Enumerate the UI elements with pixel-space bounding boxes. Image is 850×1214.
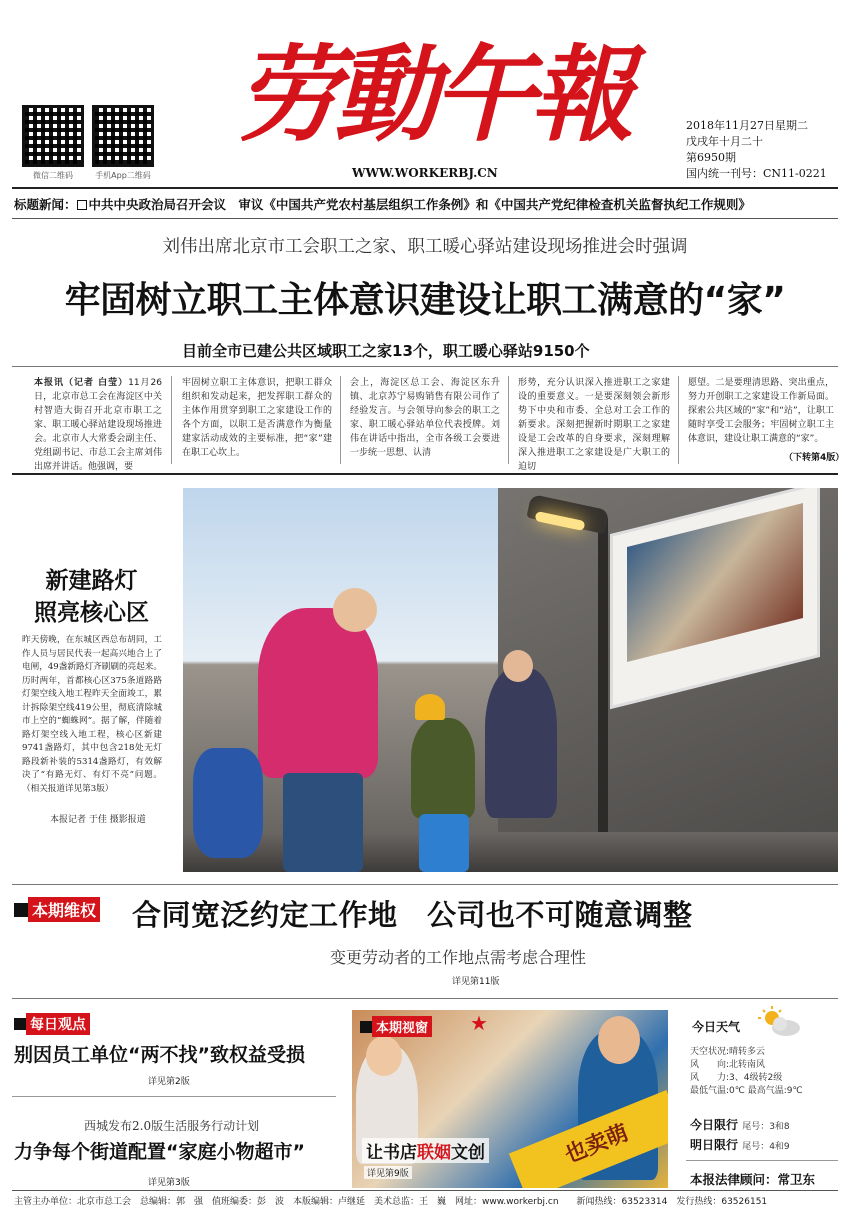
photo-person-child: [411, 718, 475, 818]
sun-cloud-icon: [758, 1006, 802, 1038]
limit-today: [690, 1116, 790, 1133]
photo-lamp-pole: [598, 518, 608, 858]
photo-child-legs: [419, 814, 469, 872]
lamp-title-line-1: 新建路灯: [45, 568, 138, 594]
pub-issue: 第6950期: [686, 151, 736, 164]
weather-sky: 天空状况:晴转多云: [690, 1047, 766, 1057]
photo-person-face: [333, 588, 377, 632]
lead-column-1: [34, 376, 162, 474]
qr-app[interactable]: [92, 105, 154, 181]
lamp-photo[interactable]: [183, 488, 838, 872]
star-icon: ★: [470, 1011, 488, 1035]
visual-headline-post: 文创: [451, 1143, 485, 1163]
photo-ground: [183, 832, 838, 872]
lead-kicker: 刘伟出席北京市工会职工之家、职工暖心驿站建设现场推进会时强调: [162, 237, 688, 257]
pub-date: 2018年11月27日星期二: [686, 119, 808, 132]
section-rule: [12, 884, 838, 885]
photo-elder-face: [503, 650, 533, 682]
legal-advisor: 本报法律顾问：常卫东: [690, 1172, 816, 1187]
lamp-body: 昨天傍晚，在东城区西总布胡同，工作人员与居民代表一起高兴地合上了电闸，49盏新路灯齐刷刷的亮起来。历时两年，首都核心区375条道路路灯架空线入地工程昨天全面竣工，累计拆除架空线419公里，彻底清除城市上空的“蜘蛛网”。据了解，伴随着路灯架空线入地工程，核心区新建9741盏路灯，其中包含218处无灯路段新补装的5314盏路灯，有效解决了“有路无灯、有灯不亮”问题。（相关报道详见第3版）: [22, 635, 162, 794]
limit-tomorrow: [690, 1136, 790, 1153]
headline-news-item-2[interactable]: 审议《中国共产党农村基层组织工作条例》和《中国共产党纪律检查机关监督执纪工作规则》: [238, 197, 751, 212]
section-rule: [12, 998, 838, 999]
lead-column-4: 形势，充分认识深入推进职工之家建设的重要意义。一是要深刻领会新形势下中央和市委、全总对工会工作的新要求。深刻把握新时期职工之家建设是工会改革的自身要求，深刻理解深入推进职工之家建设是广大职工的迫切: [518, 378, 670, 472]
pub-lunar: 戊戌年十月二十: [686, 135, 763, 148]
square-bullet-icon: [360, 1021, 372, 1033]
visual-tag-label: 本期视窗: [372, 1016, 432, 1037]
photo-clerk-face: [598, 1016, 640, 1064]
headline-news-item-1[interactable]: 中共中央政治局召开会议: [88, 197, 227, 212]
lead-column-3: 会上，海淀区总工会、海淀区东升镇、北京苏宁易购销售有限公司作了经验发言。与会领导向参会的职工之家、职工暖心驿站单位代表授牌。刘伟在讲话中指出，全市各级工会要进一步统一思想、认清: [350, 378, 500, 458]
checkbox-square-icon: [77, 200, 87, 210]
qr-wechat-label: 微信二维码: [33, 171, 73, 180]
daily-tag: [14, 1013, 90, 1035]
lead-column-1-text: 11月26日，北京市总工会在海淀区中关村智造大街召开北京市职工之家、职工暖心驿站建设现场推进会。北京市人大常委会副主任、党组副书记、市总工会主席刘伟出席并讲话。他强调，要: [34, 378, 163, 472]
footer-rule: [12, 1190, 838, 1191]
photo-person-woman: [258, 608, 378, 778]
continued-note[interactable]: （下转第4版）: [784, 453, 845, 463]
qr-app-label: 手机App二维码: [95, 171, 151, 180]
column-divider: [678, 376, 679, 464]
lead-headline[interactable]: 牢固树立职工主体意识建设让职工满意的“家”: [64, 280, 786, 321]
section-rule: [686, 1160, 838, 1161]
lead-column-2: 牢固树立职工主体意识，把职工群众组织和发动起来，把发挥职工群众的主体作用贯穿到职工之家建设工作的各个方面，以职工是否满意作为衡量建家活动成效的主要标准，把“家”建在职工心坎上。: [182, 378, 332, 458]
photo-child-cap: [415, 694, 445, 720]
limit-tomorrow-label: 明日限行: [690, 1138, 739, 1152]
lead-byline: 本报讯（记者 白莹）: [34, 378, 129, 388]
daily-headline[interactable]: 别因员工单位“两不找”致权益受损: [14, 1044, 305, 1066]
flash-rule: [12, 218, 838, 219]
rights-headline[interactable]: 合同宽泛约定工作地 公司也不可随意调整: [132, 898, 693, 932]
visual-headline-pre: 让书店: [366, 1143, 417, 1163]
column-divider: [340, 376, 341, 464]
limit-today-value: 尾号：3和8: [742, 1122, 790, 1132]
square-bullet-icon: [14, 1018, 26, 1030]
xicheng-headline[interactable]: 力争每个街道配置“家庭小物超市”: [14, 1141, 305, 1163]
rights-tag-label: 本期维权: [28, 897, 100, 922]
lamp-title-line-2: 照亮核心区: [34, 600, 149, 626]
visual-headline[interactable]: [362, 1138, 489, 1163]
headline-news-bar: [14, 195, 751, 213]
xicheng-see-page[interactable]: 详见第3版: [148, 1178, 190, 1188]
lamp-title[interactable]: [14, 565, 169, 629]
masthead-rule: [12, 187, 838, 189]
section-rule: [12, 1096, 336, 1097]
rights-tag: [14, 897, 100, 922]
square-bullet-icon: [14, 903, 28, 917]
limit-tomorrow-value: 尾号：4和9: [742, 1142, 790, 1152]
qr-code-icon: [22, 105, 84, 167]
visual-see-page[interactable]: 详见第9版: [364, 1166, 412, 1179]
column-divider: [508, 376, 509, 464]
photo-person-legs: [283, 773, 363, 872]
column-divider: [171, 376, 172, 464]
weather-details: [690, 1046, 803, 1098]
lead-subhead: 目前全市已建公共区域职工之家13个，职工暖心驿站9150个: [182, 342, 590, 360]
photo-person-elder: [485, 668, 557, 818]
weather-title: 今日天气: [692, 1020, 741, 1034]
pub-cn: 国内统一刊号：CN11-0221: [686, 167, 827, 180]
photo-sign: 也卖萌: [509, 1090, 668, 1188]
limit-today-label: 今日限行: [690, 1118, 739, 1132]
visual-headline-red: 联姻: [417, 1143, 451, 1163]
visual-tag: [360, 1016, 432, 1037]
weather-temperature: 最低气温:0℃ 最高气温:9℃: [690, 1086, 803, 1096]
rights-see-page[interactable]: 详见第11版: [452, 977, 500, 987]
visual-photo[interactable]: [352, 1010, 668, 1188]
rights-subhead: 变更劳动者的工作地点需考虑合理性: [330, 948, 587, 967]
publication-info: [686, 118, 827, 182]
photo-girl-face: [366, 1036, 402, 1076]
footer-info: 主管主办单位：北京市总工会 总编辑：郭 强 值班编委：彭 波 本版编辑：卢继延 美术总监：王 巍 网址：www.workerbj.cn 新闻热线：63523314 发行热线：63526151: [14, 1197, 768, 1207]
lead-column-5: 愿望。二是要理清思路、突出重点，努力开创职工之家建设工作新局面。探索公共区域的“家”和“站”，让职工随时享受工会服务；牢固树立职工主体意识，建设让职工满意的“家”。: [688, 378, 834, 444]
headline-news-label: 标题新闻：: [14, 197, 77, 212]
xicheng-kicker: 西城发布2.0版生活服务行动计划: [84, 1119, 260, 1133]
qr-code-icon: [92, 105, 154, 167]
daily-see-page[interactable]: 详见第2版: [148, 1077, 190, 1087]
masthead-logo: 劳動午報: [236, 33, 629, 156]
section-rule: [12, 473, 838, 475]
lamp-credit: 本报记者 于佳 摄影报道: [50, 815, 146, 825]
photo-bag: [193, 748, 263, 858]
weather-wind-force: 风 力:3、4级转2级: [690, 1073, 783, 1083]
weather-wind-direction: 风 向:北转南风: [690, 1060, 766, 1070]
site-url[interactable]: WWW.WORKERBJ.CN: [352, 166, 498, 180]
lead-rule: [12, 366, 838, 367]
qr-wechat[interactable]: [22, 105, 84, 181]
daily-tag-label: 每日观点: [26, 1013, 90, 1035]
